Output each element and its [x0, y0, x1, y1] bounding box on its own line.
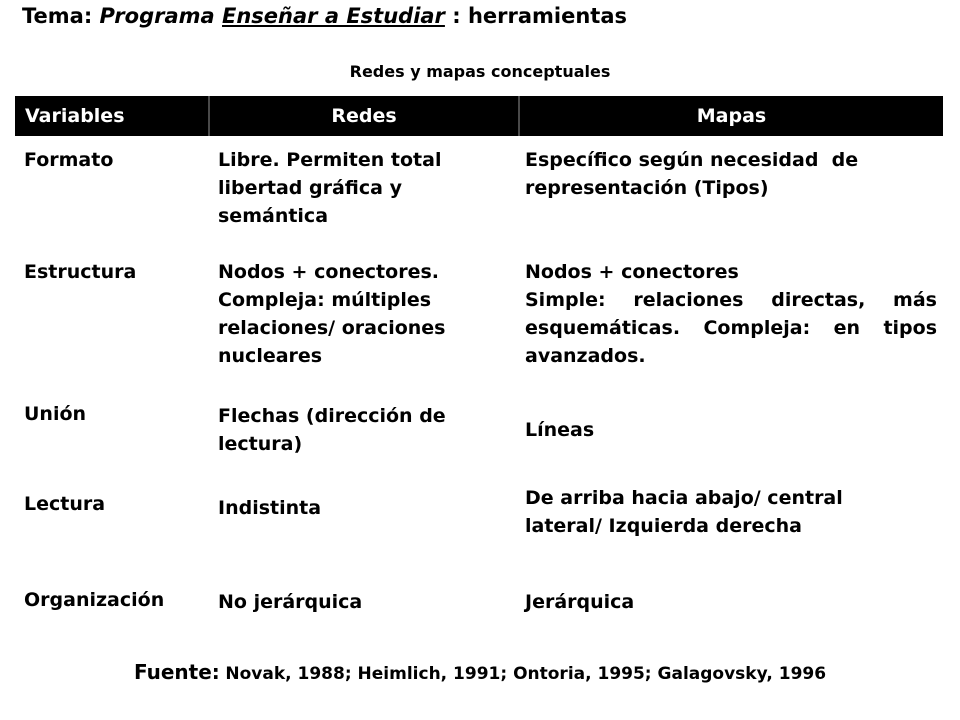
cell-line: Libre. Permiten total — [218, 149, 442, 171]
title-program-name: Enseñar a Estudiar — [222, 4, 445, 28]
source-text: Novak, 1988; Heimlich, 1991; Ontoria, 1995; Galagovsky, 1996 — [225, 664, 827, 684]
variable-union: Unión — [24, 403, 87, 425]
cell-line: semántica — [218, 205, 329, 227]
header-mapas: Mapas — [696, 105, 767, 127]
variable-estructura: Estructura — [24, 261, 137, 283]
redes-organizacion: No jerárquica — [218, 591, 363, 613]
cell-line: relaciones/ oraciones — [218, 317, 446, 339]
mapas-estructura — [525, 258, 937, 370]
cell-line: lectura) — [218, 433, 303, 455]
cell-line: libertad gráfica y — [218, 177, 402, 199]
cell-line: De arriba hacia abajo/ central — [525, 487, 843, 509]
variable-lectura: Lectura — [24, 493, 106, 515]
variable-formato: Formato — [24, 149, 114, 171]
redes-union — [218, 402, 508, 458]
source-label: Fuente: — [133, 660, 220, 684]
title-suffix: : herramientas — [452, 4, 628, 28]
mapas-union: Líneas — [525, 419, 595, 441]
cell-line: Simple: relaciones directas, más esquemáticas. Compleja: en tipos avanzados. — [525, 289, 937, 367]
source-citation — [0, 660, 960, 684]
header-redes: Redes — [331, 105, 397, 127]
cell-line: Nodos + conectores — [525, 261, 739, 283]
variable-organizacion: Organización — [24, 589, 165, 611]
redes-lectura: Indistinta — [218, 497, 322, 519]
cell-line: Específico según necesidad de — [525, 149, 859, 171]
cell-line: lateral/ Izquierda derecha — [525, 515, 802, 537]
slide-subtitle: Redes y mapas conceptuales — [349, 62, 611, 81]
cell-line: representación (Tipos) — [525, 177, 769, 199]
cell-line: Compleja: múltiples — [218, 289, 432, 311]
table-header — [15, 96, 943, 136]
mapas-formato — [525, 146, 937, 202]
mapas-organizacion: Jerárquica — [525, 591, 635, 613]
cell-line: Nodos + conectores. — [218, 261, 439, 283]
mapas-lectura — [525, 484, 937, 540]
slide-title — [22, 4, 627, 28]
header-variables: Variables — [25, 105, 125, 127]
cell-line: nucleares — [218, 345, 323, 367]
redes-formato — [218, 146, 508, 230]
redes-estructura — [218, 258, 508, 370]
title-program-word: Programa — [99, 4, 215, 28]
cell-line: Flechas (dirección de — [218, 405, 446, 427]
title-prefix: Tema: — [22, 4, 93, 28]
